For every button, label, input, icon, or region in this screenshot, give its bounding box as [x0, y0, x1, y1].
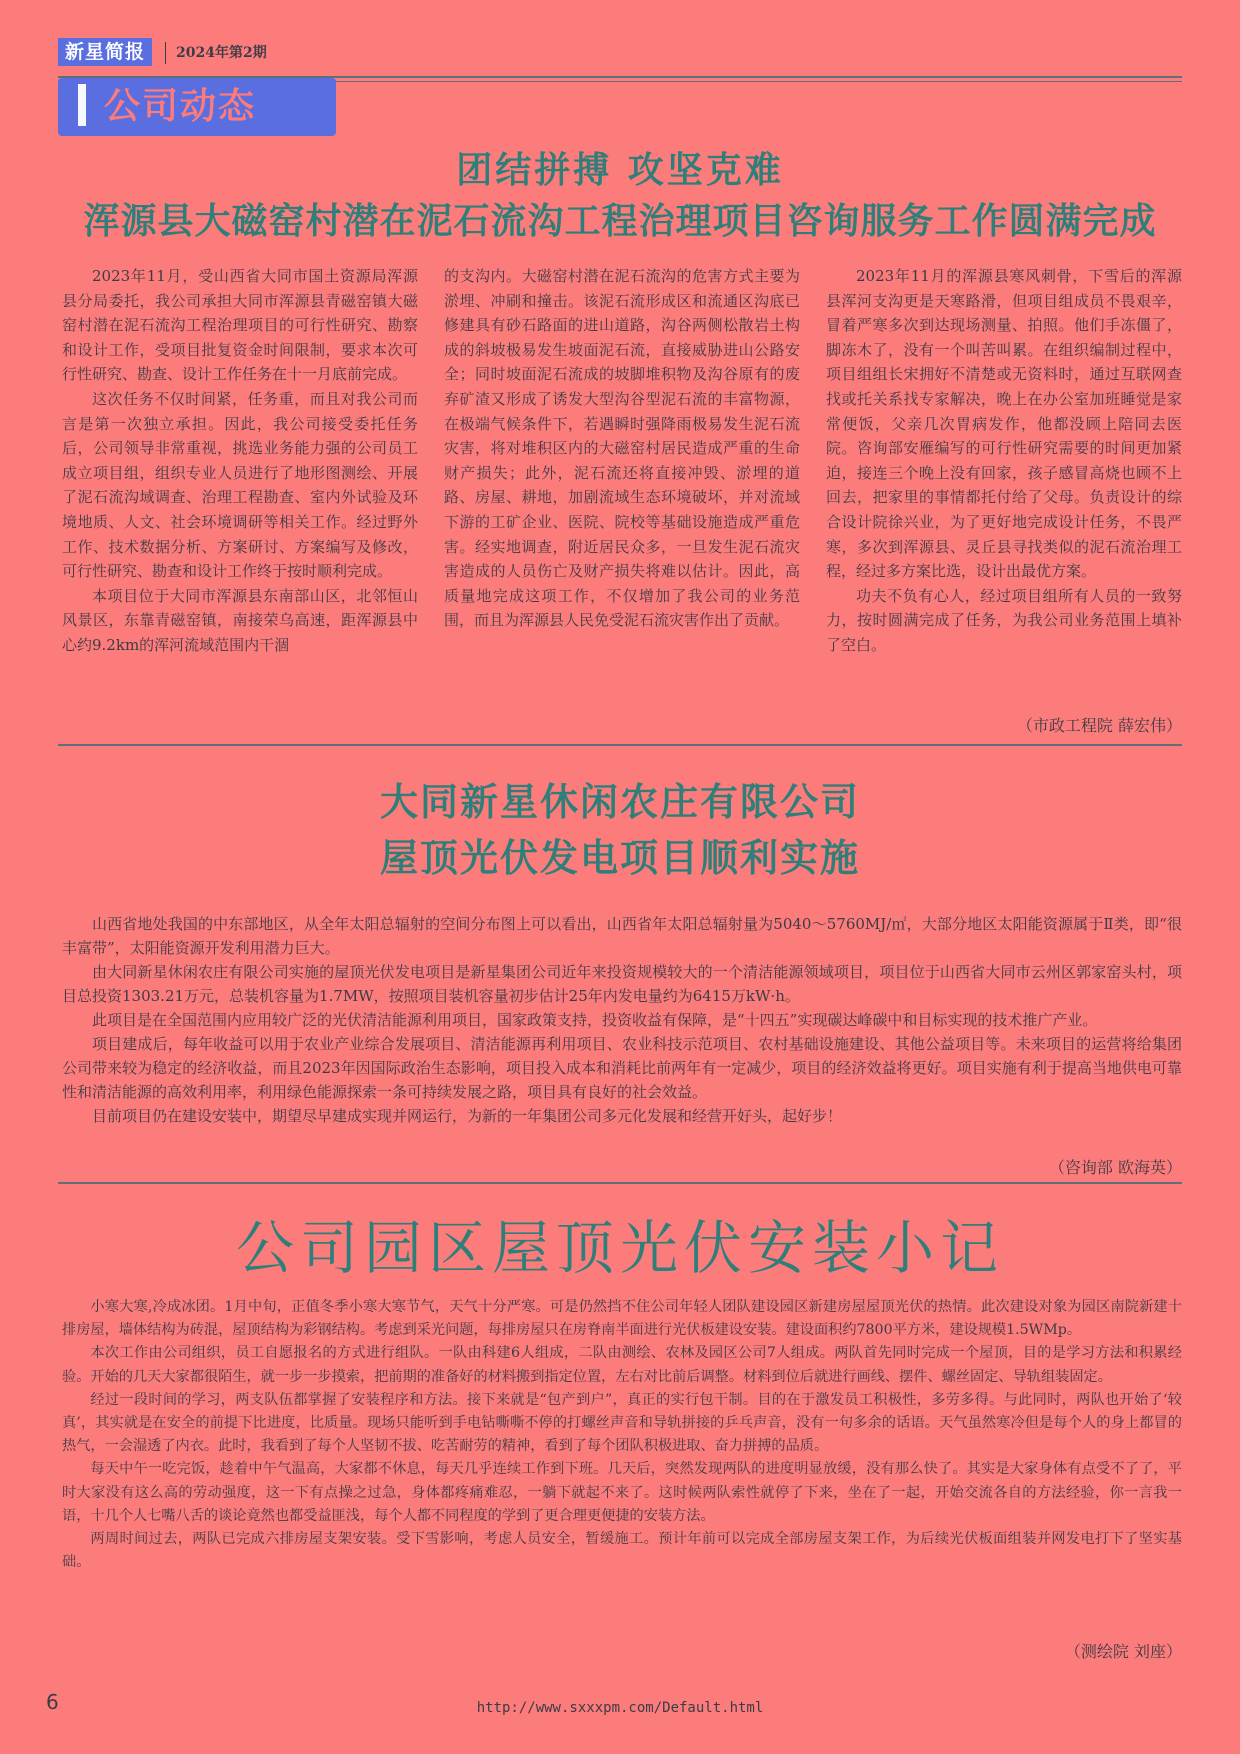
masthead-separator	[165, 42, 166, 64]
article2-title-line2: 屋顶光伏发电项目顺利实施	[379, 835, 860, 880]
article2-byline: （咨询部 欧海英）	[1048, 1158, 1182, 1177]
issue-label: 2024年第2期	[176, 45, 267, 61]
article2-paragraph: 此项目是在全国范围内应用较广泛的光伏清洁能源利用项目，国家政策支持，投资收益有保障，是“十四五”实现碳达峰碳中和目标实现的技术推广产业。	[92, 1011, 1098, 1029]
article1-paragraph: 本项目位于大同市浑源县东南部山区，北邻恒山风景区，东靠青磁窑镇，南接荣乌高速，距浑源县中心约9.2km的浑河流域范围内干涸	[62, 586, 418, 654]
article-divider	[58, 1182, 1182, 1184]
article3-title: 公司园区屋顶光伏安装小记	[235, 1214, 1004, 1282]
article1-column1	[62, 264, 418, 658]
article1-title-line2: 浑源县大磁窑村潜在泥石流沟工程治理项目咨询服务工作圆满完成	[83, 200, 1157, 242]
page-number: 6	[46, 1690, 59, 1714]
article1-byline: （市政工程院 薛宏伟）	[1016, 716, 1182, 735]
article2-title-line1: 大同新星休闲农庄有限公司	[379, 779, 860, 824]
article2-paragraph: 目前项目仍在建设安装中，期望尽早建成实现并网运行，为新的一年集团公司多元化发展和经营开好头，起好步！	[92, 1107, 843, 1125]
article1-paragraph: 2023年11月的浑源县寒风刺骨，下雪后的浑源县浑河支沟更是天寒路滑，但项目组成员不畏艰辛，冒着严寒多次到达现场测量、拍照。他们手冻僵了，脚冻木了，没有一个叫苦叫累。在组织编制过程中，项目组组长宋拥好不清楚或无资料时，通过互联网查找或托关系找专家解决，晚上在办公室加班睡觉是家常便饭，父亲几次胃病发作，他都没顾上陪同去医院。咨询部安雁编写的可行性研究需要的时间更加紧迫，接连三个晚上没有回家，孩子感冒高烧也顾不上回去，把家里的事情都托付给了父母。负责设计的综合设计院徐兴业，为了更好地完成设计任务，不畏严寒，多次到浑源县、灵丘县寻找类似的泥石流治理工程，经过多方案比选，设计出最优方案。	[826, 267, 1182, 581]
footer-url-link[interactable]: http://www.sxxxpm.com/Default.html	[476, 1700, 764, 1716]
article1-paragraph: 的支沟内。大磁窑村潜在泥石流沟的危害方式主要为淤埋、冲刷和撞击。该泥石流形成区和流通区沟底已修建具有砂石路面的进山道路，沟谷两侧松散岩土构成的斜坡极易发生坡面泥石流，直接威胁进山公路安全；同时坡面泥石流成的坡脚堆积物及沟谷原有的废弃矿渣又形成了诱发大型沟谷型泥石流的丰富物源，在极端气候条件下，若遇瞬时强降雨极易发生泥石流灾害，将对堆积区内的大磁窑村居民造成严重的生命财产损失；此外，泥石流还将直接冲毁、淤埋的道路、房屋、耕地，加剧流域生态环境破坏，并对流域下游的工矿企业、医院、院校等基础设施造成严重危害。经实地调查，附近居民众多，一旦发生泥石流灾害造成的人员伤亡及财产损失将难以估计。因此，高质量地完成这项工作，不仅增加了我公司的业务范围，而且为浑源县人民免受泥石流灾害作出了贡献。	[444, 267, 800, 630]
article3-paragraph: 本次工作由公司组织，员工自愿报名的方式进行组队。一队由科建6人组成，二队由测绘、农林及园区公司7人组成。两队首先同时完成一个屋顶，目的是学习方法和积累经验。开始的几天大家都很陌生，就一步一步摸索，把前期的准备好的材料搬到指定位置，左右对比前后调整。材料到位后就进行画线、摆件、螺丝固定、导轨组装固定。	[62, 1345, 1182, 1385]
article1-paragraph: 功夫不负有心人，经过项目组所有人员的一致努力，按时圆满完成了任务，为我公司业务范围上填补了空白。	[826, 586, 1182, 654]
article1-paragraph: 2023年11月，受山西省大同市国土资源局浑源县分局委托，我公司承担大同市浑源县青磁窑镇大磁窑村潜在泥石流沟工程治理项目的可行性研究、勘察和设计工作，受项目批复资金时间限制，要求本次可行性研究、勘查、设计工作任务在十一月底前完成。	[62, 267, 418, 384]
article-divider	[58, 744, 1182, 746]
section-banner-bar	[78, 84, 86, 126]
article2-paragraph: 山西省地处我国的中东部地区，从全年太阳总辐射的空间分布图上可以看出，山西省年太阳总辐射量为5040～5760MJ/㎡，大部分地区太阳能资源属于Ⅱ类，即“很丰富带”，太阳能资源开发利用潜力巨大。	[62, 915, 1182, 957]
article1-column3	[826, 264, 1182, 658]
article3-paragraph: 经过一段时间的学习，两支队伍都掌握了安装程序和方法。接下来就是“包产到户”，真正的实行包干制。目的在于激发员工积极性，多劳多得。与此同时，两队也开始了‘较真’，其实就是在安全的前提下比进度，比质量。现场只能听到手电钻嘶嘶不停的打螺丝声音和导轨拼接的乒乓声音，没有一句多余的话语。天气虽然寒冷但是每个人的身上都冒的热气，一会湿透了内衣。此时，我看到了每个人坚韧不拔、吃苦耐劳的精神，看到了每个团队积极进取、奋力拼搏的品质。	[62, 1391, 1182, 1455]
article2-body	[62, 912, 1182, 1128]
article3-byline: （测绘院 刘座）	[1064, 1642, 1182, 1661]
article3-paragraph: 小寒大寒,冷成冰团。1月中旬，正值冬季小寒大寒节气，天气十分严寒。可是仍然挡不住公司年轻人团队建设园区新建房屋屋顶光伏的热情。此次建设对象为园区南院新建十排房屋，墙体结构为砖混，屋顶结构为彩钢结构。考虑到采光问题，每排房屋只在房脊南半面进行光伏板建设安装。建设面积约7800平方米，建设规模1.5WMp。	[62, 1299, 1182, 1339]
section-title: 公司动态	[104, 86, 257, 127]
article3-paragraph: 两周时间过去，两队已完成六排房屋支架安装。受下雪影响，考虑人员安全，暂缓施工。预计年前可以完成全部房屋支架工作，为后续光伏板面组装并网发电打下了坚实基础。	[62, 1531, 1182, 1571]
article1-column2	[444, 264, 800, 633]
masthead-logo	[58, 38, 152, 66]
article1-paragraph: 这次任务不仅时间紧，任务重，而且对我公司而言是第一次独立承担。因此，我公司接受委托任务后，公司领导非常重视，挑选业务能力强的公司员工成立项目组，组织专业人员进行了地形图测绘、开展了泥石流沟域调查、治理工程勘查、室内外试验及环境地质、人文、社会环境调研等相关工作。经过野外工作、技术数据分析、方案研讨、方案编写及修改，可行性研究、勘查和设计工作终于按时顺利完成。	[62, 389, 418, 581]
article3-paragraph: 每天中午一吃完饭，趁着中午气温高，大家都不休息，每天几乎连续工作到下班。几天后，突然发现两队的进度明显放缓，没有那么快了。其实是大家身体有点受不了了，平时大家没有这么高的劳动强度，这一下有点操之过急，身体都疼痛难忍，一躺下就起不来了。这时候两队索性就停了下来，坐在了一起，开始交流各自的方法经验，你一言我一语，十几个人七嘴八舌的谈论竟然也都受益匪浅，每个人都不同程度的学到了更合理更便捷的安装方法。	[62, 1461, 1182, 1524]
article2-paragraph: 由大同新星休闲农庄有限公司实施的屋顶光伏发电项目是新星集团公司近年来投资规模较大的一个清洁能源领域项目，项目位于山西省大同市云州区郭家窑头村，项目总投资1303.21万元，总装机容量为1.7MW，按照项目装机容量初步估计25年内发电量约为6415万kW·h。	[62, 963, 1182, 1005]
article3-body	[62, 1296, 1182, 1574]
article1-title-line1: 团结拼搏 攻坚克难	[456, 149, 784, 191]
article2-paragraph: 项目建成后，每年收益可以用于农业产业综合发展项目、清洁能源再利用项目、农业科技示范项目、农村基础设施建设、其他公益项目等。未来项目的运营将给集团公司带来较为稳定的经济收益，而且2023年因国际政治生态影响，项目投入成本和消耗比前两年有一定减少，项目的经济效益将更好。项目实施有利于提高当地供电可靠性和清洁能源的高效利用率，利用绿色能源探索一条可持续发展之路，项目具有良好的社会效益。	[62, 1035, 1182, 1101]
masthead-text: 新星简报	[64, 41, 145, 63]
